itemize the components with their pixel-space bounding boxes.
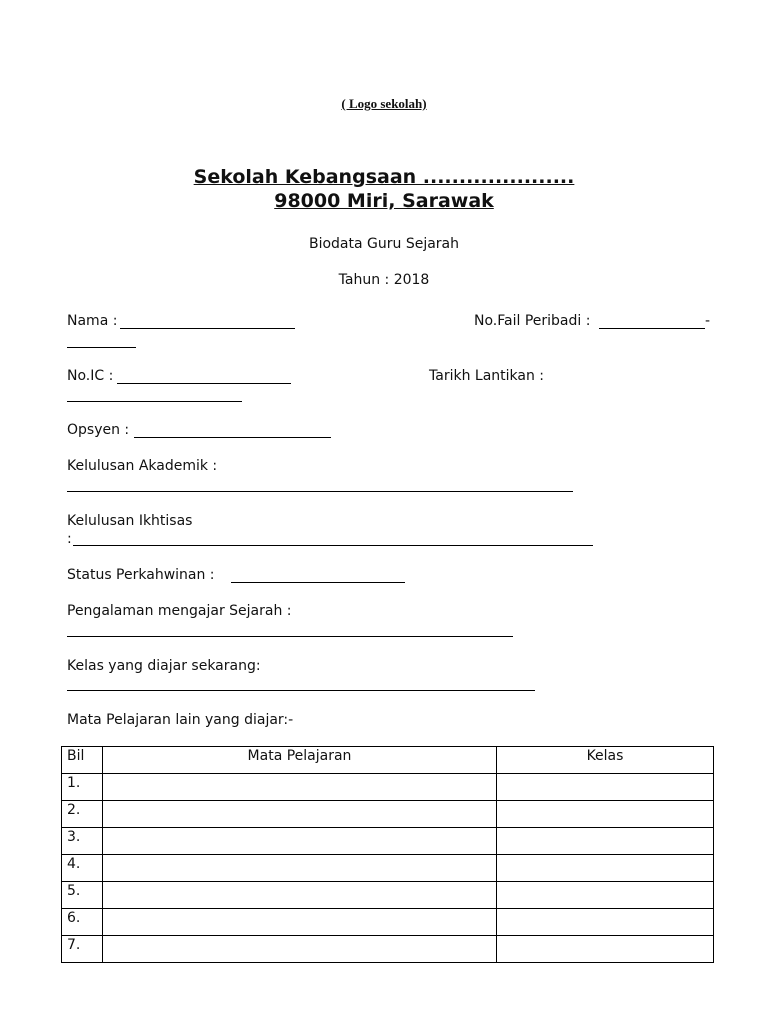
row-kelas-cell[interactable] — [497, 909, 714, 936]
kelulusan-akademik-label: Kelulusan Akademik : — [67, 458, 218, 474]
row-mata-pelajaran-cell[interactable] — [103, 855, 497, 882]
kelulusan-ikhtisas-field[interactable] — [73, 545, 593, 546]
row-kelas-cell[interactable] — [497, 936, 714, 963]
kelulusan-ikhtisas-colon: : — [67, 531, 72, 547]
no-fail-field[interactable] — [599, 328, 705, 329]
pengalaman-label: Pengalaman mengajar Sejarah : — [67, 603, 292, 619]
opsyen-label: Opsyen : — [67, 422, 130, 438]
no-ic-field[interactable] — [117, 383, 291, 384]
form-title: Biodata Guru Sejarah — [308, 236, 460, 252]
table-row — [62, 909, 714, 936]
nama-field[interactable] — [120, 328, 295, 329]
row-kelas-cell[interactable] — [497, 828, 714, 855]
no-fail-dash: - — [705, 313, 711, 329]
kelas-diajar-label: Kelas yang diajar sekarang: — [67, 658, 261, 674]
row-mata-pelajaran-cell[interactable] — [103, 909, 497, 936]
table-body — [62, 774, 714, 963]
row-bil-cell: 4. — [62, 855, 103, 882]
row-mata-pelajaran-cell[interactable] — [103, 882, 497, 909]
table-header-row — [62, 747, 714, 774]
table-row — [62, 936, 714, 963]
school-name: Sekolah Kebangsaan ..................... — [193, 166, 575, 188]
table-row — [62, 774, 714, 801]
tarikh-lantikan-field[interactable] — [67, 401, 242, 402]
row-mata-pelajaran-cell[interactable] — [103, 774, 497, 801]
row-mata-pelajaran-cell[interactable] — [103, 936, 497, 963]
row-mata-pelajaran-cell[interactable] — [103, 801, 497, 828]
school-address: 98000 Miri, Sarawak — [274, 190, 494, 212]
row-kelas-cell[interactable] — [497, 774, 714, 801]
row-kelas-cell[interactable] — [497, 801, 714, 828]
row-bil-cell: 1. — [62, 774, 103, 801]
row-bil-cell: 3. — [62, 828, 103, 855]
header-mata-pelajaran: Mata Pelajaran — [103, 747, 497, 774]
header-kelas: Kelas — [497, 747, 714, 774]
opsyen-field[interactable] — [134, 437, 331, 438]
row-bil-cell: 2. — [62, 801, 103, 828]
pengalaman-field[interactable] — [67, 636, 513, 637]
nama-label: Nama : — [67, 313, 118, 329]
no-ic-label: No.IC : — [67, 368, 114, 384]
mata-pelajaran-lain-label: Mata Pelajaran lain yang diajar:- — [67, 712, 294, 728]
no-fail-field-continued[interactable] — [67, 347, 136, 348]
kelulusan-ikhtisas-label: Kelulusan Ikhtisas — [67, 513, 193, 529]
year-line: Tahun : 2018 — [338, 272, 430, 288]
table-row — [62, 855, 714, 882]
row-bil-cell: 5. — [62, 882, 103, 909]
subjects-table — [61, 746, 714, 963]
row-bil-cell: 7. — [62, 936, 103, 963]
table-row — [62, 801, 714, 828]
status-perkahwinan-field[interactable] — [231, 582, 405, 583]
row-bil-cell: 6. — [62, 909, 103, 936]
kelas-diajar-field[interactable] — [67, 690, 535, 691]
row-kelas-cell[interactable] — [497, 855, 714, 882]
tarikh-lantikan-label: Tarikh Lantikan : — [429, 368, 545, 384]
header-bil: Bil — [62, 747, 103, 774]
row-kelas-cell[interactable] — [497, 882, 714, 909]
row-mata-pelajaran-cell[interactable] — [103, 828, 497, 855]
status-perkahwinan-label: Status Perkahwinan : — [67, 567, 215, 583]
table-row — [62, 882, 714, 909]
kelulusan-akademik-field[interactable] — [67, 491, 573, 492]
no-fail-label: No.Fail Peribadi : — [474, 313, 591, 329]
logo-placeholder: ( Logo sekolah) — [341, 96, 427, 111]
table-row — [62, 828, 714, 855]
